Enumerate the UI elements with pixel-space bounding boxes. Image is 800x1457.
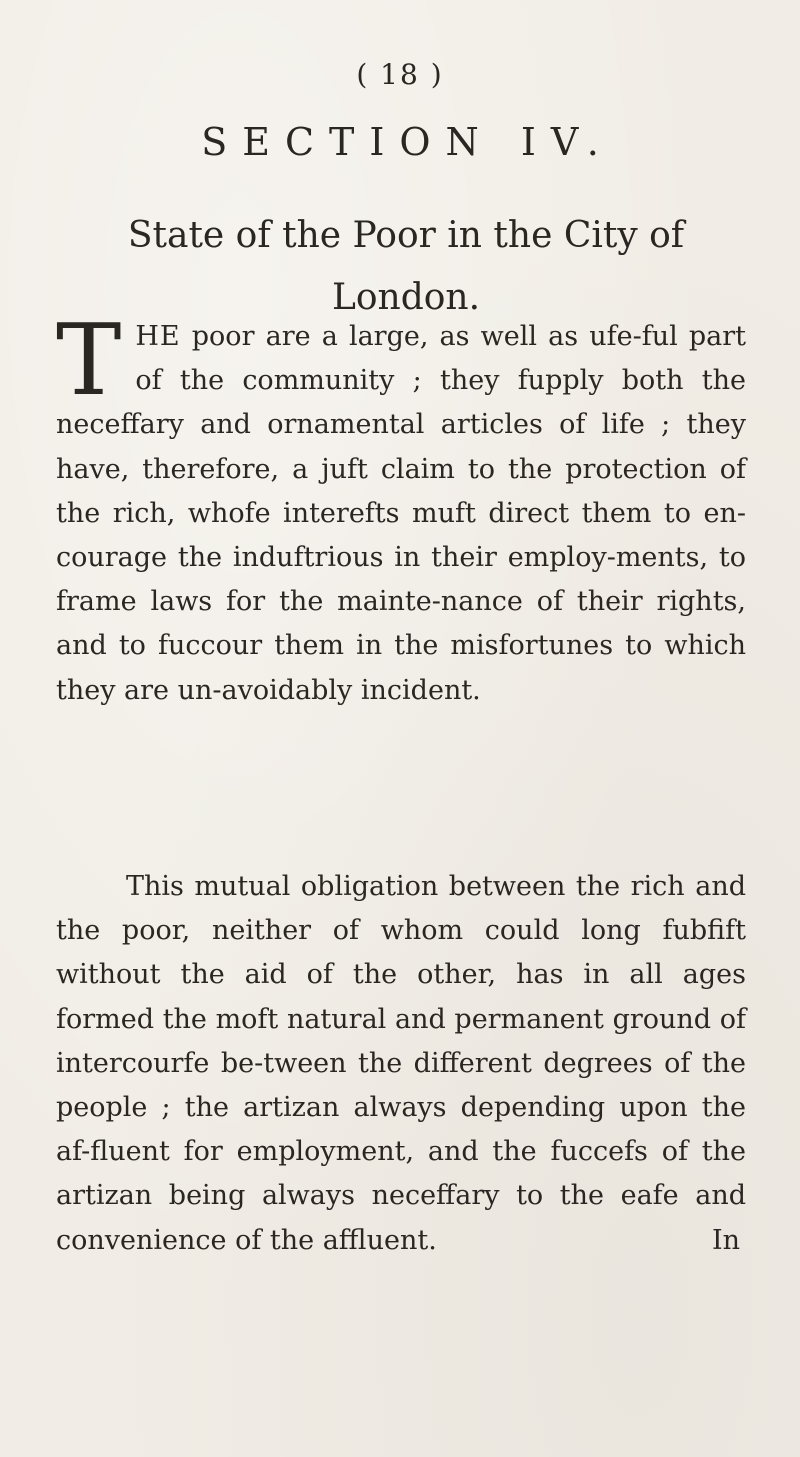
- chapter-subtitle: State of the Poor in the City of London.: [127, 215, 685, 318]
- page-number: ( 18 ): [356, 58, 444, 91]
- paragraph-1: [56, 304, 746, 713]
- section-heading: SECTION IV.: [201, 120, 614, 164]
- catchword: In: [711, 1224, 740, 1256]
- drop-cap-letter: T: [56, 304, 122, 418]
- paragraph-2-text: This mutual obligation between the rich and the poor, neither of whom could long fubfift without the aid of the other, has in all ages formed the moft natural and permanent ground of intercourfe be-tween the different degrees of the people ; the artizan always depending upon the af-fluent for employment, and the fuccefs of the artizan being always neceffary to the eafe and convenience of the affluent.: [56, 871, 746, 1256]
- opening-small-caps: HE: [135, 321, 181, 352]
- paragraph-2: [56, 865, 746, 1263]
- paragraph-1-text: poor are a large, as well as ufe-ful part of the community ; they fupply both the neceffary and ornamental articles of life ; they have, therefore, a juft claim to the protection of the rich, whofe interefts muft direct them to en-courage the induftrious in their employ-ments, to frame laws for the mainte-nance of their rights, and to fuccour them in the misfortunes to which they are un-avoidably incident.: [56, 321, 746, 706]
